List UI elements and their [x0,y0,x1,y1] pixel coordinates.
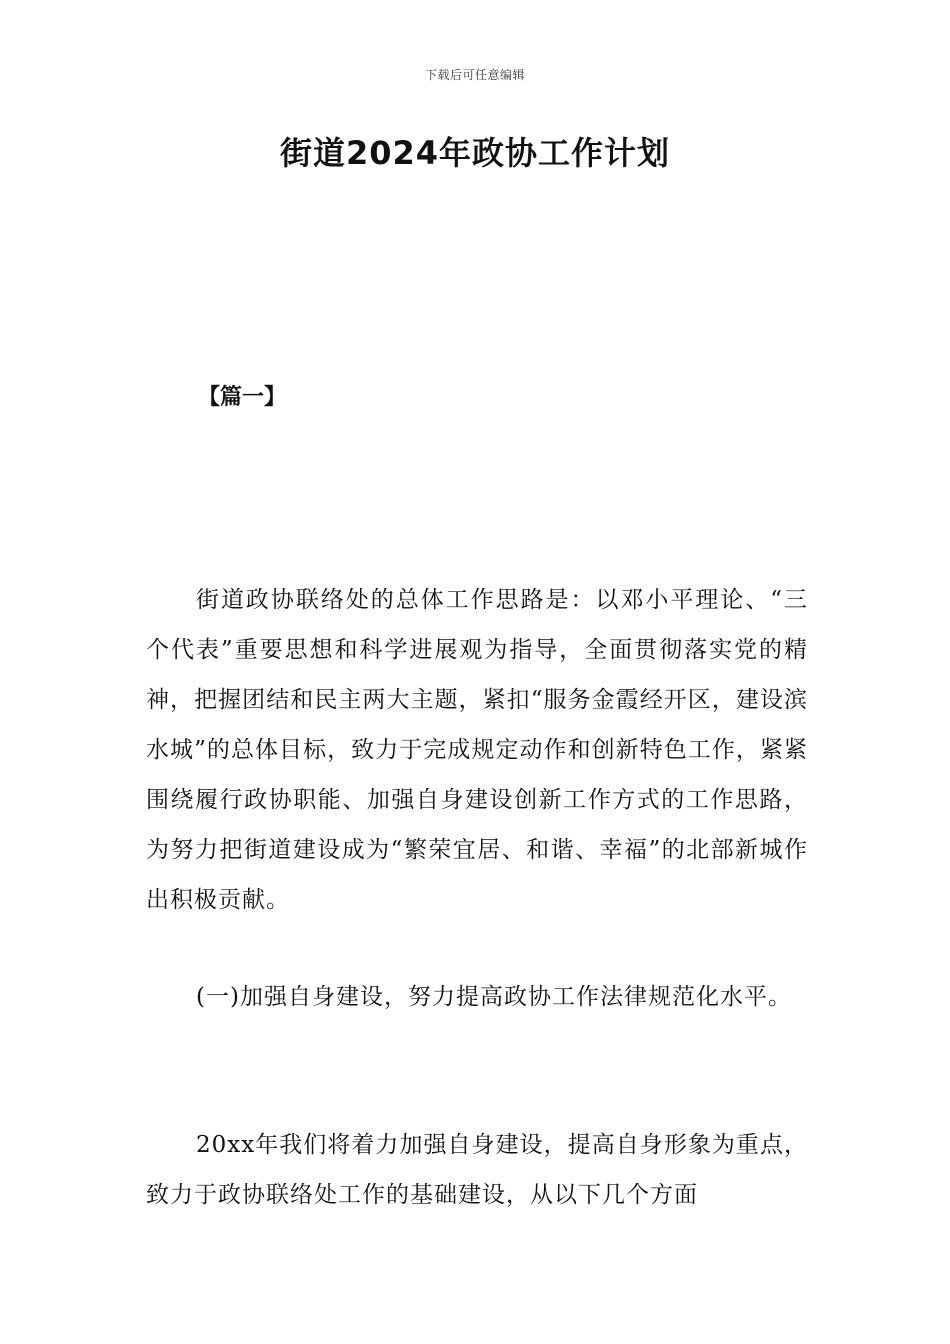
paragraph-self-building: 20xx年我们将着力加强自身建设，提高自身形象为重点，致力于政协联络处工作的基础建设，从以下几个方面 [146,1132,808,1208]
header-note: 下载后可任意编辑 [424,68,525,82]
section-label: 【篇一】 [198,385,287,410]
document-title: 街道2024年政协工作计划 [279,134,671,172]
paragraph-overview: 街道政协联络处的总体工作思路是：以邓小平理论、“三个代表”重要思想和科学进展观为指导，全面贯彻落实党的精神，把握团结和民主两大主题，紧扣“服务金霞经开区，建设滨水城”的总体目标，致力于完成规定动作和创新特色工作，紧紧围绕履行政协职能、加强自身建设创新工作方式的工作思路，为努力把街道建设成为“繁荣宜居、和谐、幸福”的北部新城作出积极贡献。 [146,587,808,913]
paragraph-heading-one: (一)加强自身建设，努力提高政协工作法律规范化水平。 [196,984,792,1010]
